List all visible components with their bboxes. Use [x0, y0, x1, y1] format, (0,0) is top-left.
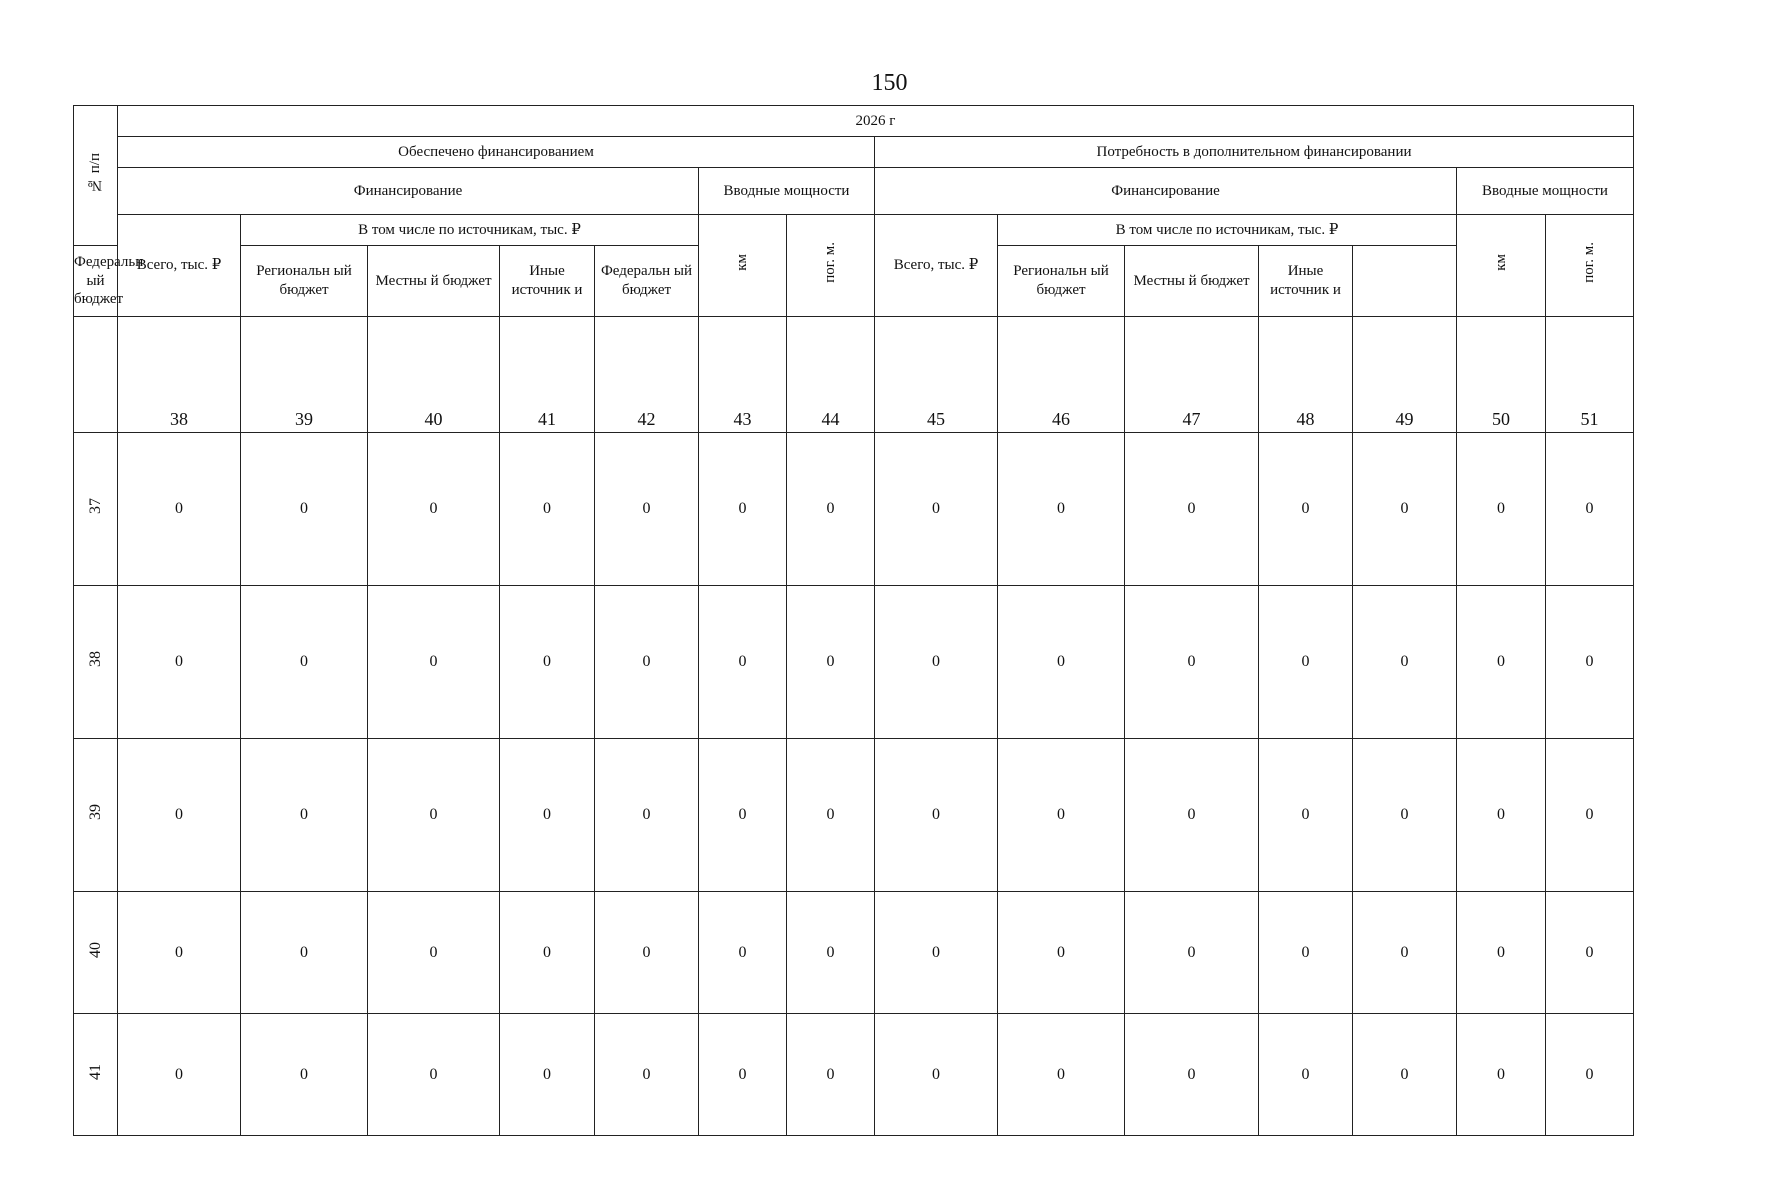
secured-total-header: Всего, тыс. ₽ [118, 215, 241, 317]
value-cell: 0 [595, 892, 699, 1014]
value-cell: 0 [118, 739, 241, 892]
value-cell: 0 [500, 1014, 595, 1136]
needed-financing-header: Финансирование [875, 168, 1457, 215]
column-number: 39 [241, 317, 368, 433]
secured-local-header: Местны й бюджет [368, 246, 500, 317]
value-cell: 0 [787, 1014, 875, 1136]
needed-km-header-cell [1457, 215, 1546, 317]
page-number: 150 [871, 70, 908, 96]
value-cell: 0 [699, 1014, 787, 1136]
value-cell: 0 [787, 739, 875, 892]
value-cell: 0 [875, 892, 998, 1014]
value-cell: 0 [699, 433, 787, 586]
value-cell: 0 [118, 433, 241, 586]
value-cell: 0 [368, 1014, 500, 1136]
row-number-cell [74, 586, 118, 739]
table-row [74, 739, 1634, 892]
value-cell: 0 [368, 892, 500, 1014]
header-row-year [74, 106, 1634, 137]
row-number-cell [74, 1014, 118, 1136]
needed-total-header: Всего, тыс. ₽ [875, 215, 998, 317]
secured-federal-header: Федеральн ый бюджет [74, 246, 118, 317]
row-number: 40 [86, 941, 104, 958]
value-cell: 0 [241, 1014, 368, 1136]
table-row [74, 586, 1634, 739]
table-row [74, 433, 1634, 586]
column-number: 44 [787, 317, 875, 433]
row-number-header: № п/п [87, 152, 104, 193]
value-cell: 0 [1125, 586, 1259, 739]
value-cell: 0 [875, 739, 998, 892]
header-row-groups [74, 137, 1634, 168]
value-cell: 0 [1353, 1014, 1457, 1136]
column-number: 50 [1457, 317, 1546, 433]
column-number: 46 [998, 317, 1125, 433]
value-cell: 0 [1457, 1014, 1546, 1136]
secured-group-header: Обеспечено финансированием [118, 137, 875, 168]
column-number: 51 [1546, 317, 1634, 433]
value-cell: 0 [595, 739, 699, 892]
value-cell: 0 [1546, 739, 1634, 892]
value-cell: 0 [500, 739, 595, 892]
needed-pogm-header: пог. м. [1581, 242, 1598, 283]
value-cell: 0 [998, 739, 1125, 892]
value-cell: 0 [699, 586, 787, 739]
row-number: 39 [86, 804, 104, 821]
row-number-cell [74, 433, 118, 586]
year-header: 2026 г [118, 106, 1634, 137]
value-cell: 0 [1546, 433, 1634, 586]
secured-pogm-header-cell [787, 215, 875, 317]
value-cell: 0 [998, 433, 1125, 586]
header-row-sources [74, 215, 1634, 246]
needed-other-header: Иные источник и [1259, 246, 1353, 317]
row-number-header-cell [74, 106, 118, 246]
row-number: 41 [86, 1063, 104, 1080]
secured-financing-header: Финансирование [118, 168, 699, 215]
value-cell: 0 [595, 1014, 699, 1136]
value-cell: 0 [368, 586, 500, 739]
needed-sources-header: В том числе по источникам, тыс. ₽ [998, 215, 1457, 246]
value-cell: 0 [998, 1014, 1125, 1136]
needed-federal-header: Федеральн ый бюджет [595, 246, 699, 317]
row-number: 37 [86, 498, 104, 515]
column-number: 49 [1353, 317, 1457, 433]
secured-regional-header: Региональн ый бюджет [241, 246, 368, 317]
row-number-cell [74, 739, 118, 892]
table-row [74, 1014, 1634, 1136]
value-cell: 0 [368, 739, 500, 892]
value-cell: 0 [1125, 433, 1259, 586]
value-cell: 0 [595, 433, 699, 586]
value-cell: 0 [118, 892, 241, 1014]
value-cell: 0 [1259, 586, 1353, 739]
value-cell: 0 [998, 586, 1125, 739]
value-cell: 0 [1353, 433, 1457, 586]
column-number: 42 [595, 317, 699, 433]
value-cell: 0 [118, 1014, 241, 1136]
value-cell: 0 [500, 892, 595, 1014]
value-cell: 0 [1457, 433, 1546, 586]
value-cell: 0 [1457, 739, 1546, 892]
value-cell: 0 [241, 892, 368, 1014]
value-cell: 0 [1259, 739, 1353, 892]
financing-table [73, 105, 1634, 1136]
needed-regional-header: Региональн ый бюджет [998, 246, 1125, 317]
secured-capacity-header: Вводные мощности [699, 168, 875, 215]
value-cell: 0 [1125, 1014, 1259, 1136]
column-number: 41 [500, 317, 595, 433]
value-cell: 0 [241, 433, 368, 586]
value-cell: 0 [368, 433, 500, 586]
value-cell: 0 [875, 586, 998, 739]
value-cell: 0 [787, 433, 875, 586]
value-cell: 0 [595, 586, 699, 739]
value-cell: 0 [787, 586, 875, 739]
needed-pogm-header-cell [1546, 215, 1634, 317]
value-cell: 0 [875, 1014, 998, 1136]
column-number: 48 [1259, 317, 1353, 433]
value-cell: 0 [1457, 892, 1546, 1014]
needed-capacity-header: Вводные мощности [1457, 168, 1634, 215]
value-cell: 0 [1353, 739, 1457, 892]
value-cell: 0 [118, 586, 241, 739]
value-cell: 0 [500, 586, 595, 739]
value-cell: 0 [1259, 892, 1353, 1014]
column-number-blank [74, 317, 118, 433]
column-number: 45 [875, 317, 998, 433]
value-cell: 0 [1546, 892, 1634, 1014]
value-cell: 0 [1457, 586, 1546, 739]
row-number-cell [74, 892, 118, 1014]
column-number: 47 [1125, 317, 1259, 433]
secured-sources-header: В том числе по источникам, тыс. ₽ [241, 215, 699, 246]
secured-pogm-header: пог. м. [822, 242, 839, 283]
value-cell: 0 [241, 739, 368, 892]
needed-group-header: Потребность в дополнительном финансировании [875, 137, 1634, 168]
value-cell: 0 [1546, 1014, 1634, 1136]
column-number: 40 [368, 317, 500, 433]
secured-other-header: Иные источник и [500, 246, 595, 317]
value-cell: 0 [1546, 586, 1634, 739]
column-number-row [74, 317, 1634, 433]
value-cell: 0 [787, 892, 875, 1014]
value-cell: 0 [699, 892, 787, 1014]
value-cell: 0 [1353, 586, 1457, 739]
header-row-sections [74, 168, 1634, 215]
column-number: 43 [699, 317, 787, 433]
value-cell: 0 [1353, 892, 1457, 1014]
value-cell: 0 [1125, 892, 1259, 1014]
value-cell: 0 [1125, 739, 1259, 892]
value-cell: 0 [1259, 1014, 1353, 1136]
value-cell: 0 [1259, 433, 1353, 586]
value-cell: 0 [500, 433, 595, 586]
needed-local-header: Местны й бюджет [1125, 246, 1259, 317]
needed-km-header: км [1492, 254, 1509, 272]
row-number: 38 [86, 651, 104, 668]
value-cell: 0 [998, 892, 1125, 1014]
value-cell: 0 [241, 586, 368, 739]
value-cell: 0 [875, 433, 998, 586]
table-row [74, 892, 1634, 1014]
value-cell: 0 [699, 739, 787, 892]
secured-km-header-cell [699, 215, 787, 317]
column-number: 38 [118, 317, 241, 433]
secured-km-header: км [734, 254, 751, 272]
